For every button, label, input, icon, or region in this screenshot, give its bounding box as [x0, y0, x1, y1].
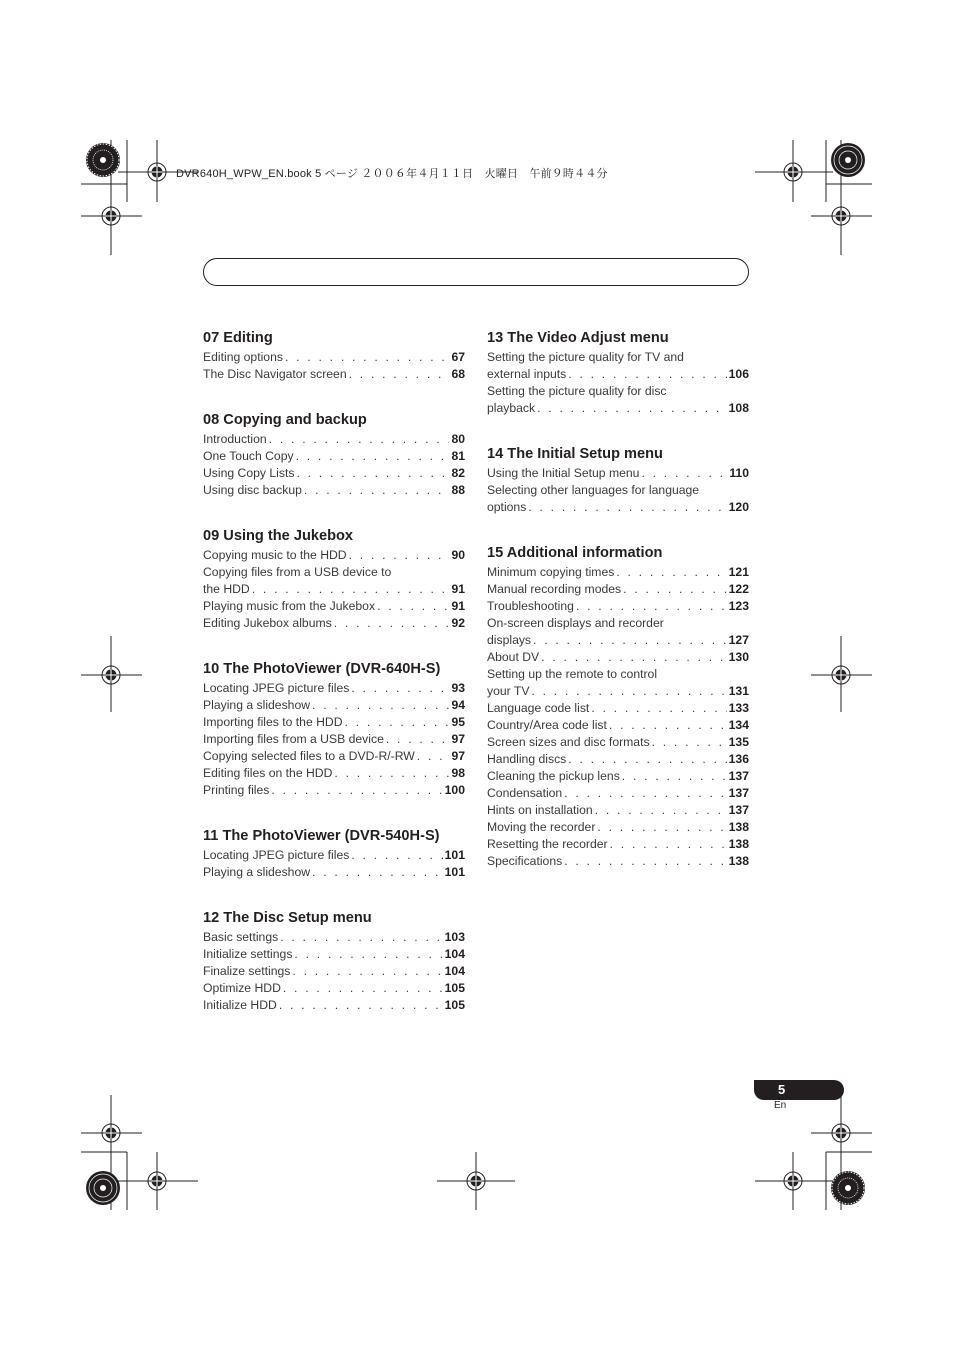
dot-leader	[641, 465, 727, 482]
dot-leader	[349, 547, 450, 564]
toc-entry[interactable]	[203, 963, 465, 980]
toc-entry[interactable]	[487, 615, 749, 649]
entry-title: Manual recording modes	[487, 582, 622, 596]
dot-leader	[386, 731, 450, 748]
page-ref: 97	[451, 732, 465, 746]
entry-title: Troubleshooting	[487, 599, 574, 613]
dot-leader	[541, 649, 726, 666]
dot-leader	[591, 700, 726, 717]
dot-leader	[610, 836, 727, 853]
dot-leader	[334, 615, 450, 632]
page-ref: 105	[444, 981, 465, 995]
entry-title: Basic settings	[203, 930, 279, 944]
page-ref: 68	[451, 367, 465, 381]
toc-section	[203, 826, 465, 881]
page-ref: 93	[451, 681, 465, 695]
section-title: 15 Additional information	[487, 545, 663, 561]
page-ref: 136	[728, 752, 749, 766]
dot-leader	[528, 499, 726, 516]
page-ref: 121	[728, 565, 749, 579]
toc-entry[interactable]	[487, 383, 749, 417]
entry-title: Editing files on the HDD	[203, 766, 333, 780]
dot-leader	[252, 581, 450, 598]
toc-entry[interactable]	[487, 717, 749, 734]
book-file-header: DVR640H_WPW_EN.book 5 ページ ２００６年４月１１日 火曜日 午前９時４４分	[176, 168, 608, 180]
page-ref: 133	[728, 701, 749, 715]
dot-leader	[345, 714, 450, 731]
page-ref: 82	[451, 466, 465, 480]
page-ref: 120	[728, 500, 749, 514]
dot-leader	[616, 564, 726, 581]
entry-title: Language code list	[487, 701, 590, 715]
dot-leader	[312, 697, 449, 714]
entry-title: displays	[487, 633, 532, 647]
page-ref: 137	[728, 803, 749, 817]
toc-entry[interactable]	[203, 748, 465, 765]
dot-leader	[576, 598, 727, 615]
entry-title: Importing files from a USB device	[203, 732, 384, 746]
entry-title: Hints on installation	[487, 803, 593, 817]
toc-entry[interactable]	[203, 782, 465, 799]
dot-leader	[595, 802, 727, 819]
page-ref: 130	[728, 650, 749, 664]
dot-leader	[623, 581, 727, 598]
page-ref: 105	[444, 998, 465, 1012]
toc-section	[203, 526, 465, 632]
entry-title: Initialize settings	[203, 947, 293, 961]
page-ref: 138	[728, 854, 749, 868]
entry-title: Playing music from the Jukebox	[203, 599, 376, 613]
section-title: 11 The PhotoViewer (DVR-540H-S)	[203, 828, 440, 844]
page-ref: 90	[451, 548, 465, 562]
dot-leader	[334, 765, 449, 782]
page-ref: 67	[451, 350, 465, 364]
dot-leader	[312, 864, 443, 881]
toc-entry[interactable]	[487, 581, 749, 598]
toc-entry[interactable]	[487, 785, 749, 802]
page-ref: 138	[728, 837, 749, 851]
toc-right-column	[487, 328, 749, 870]
entry-title: Condensation	[487, 786, 563, 800]
page-ref: 100	[444, 783, 465, 797]
dot-leader	[597, 819, 726, 836]
page-ref: 101	[444, 865, 465, 879]
toc-left-column	[203, 328, 465, 1014]
entry-title: Using Copy Lists	[203, 466, 295, 480]
page-ref: 95	[451, 715, 465, 729]
toc-entry[interactable]	[203, 431, 465, 448]
toc-entry[interactable]	[487, 349, 749, 383]
entry-title-line1: Setting up the remote to control	[487, 667, 658, 681]
entry-title: Playing a slideshow	[203, 698, 311, 712]
entry-title: Finalize settings	[203, 964, 291, 978]
section-title: 13 The Video Adjust menu	[487, 330, 669, 346]
page-ref: 131	[728, 684, 749, 698]
page-ref: 81	[451, 449, 465, 463]
toc-entry[interactable]	[203, 349, 465, 366]
toc-section	[203, 328, 465, 383]
entry-title: Playing a slideshow	[203, 865, 311, 879]
dot-leader	[292, 963, 442, 980]
toc-entry[interactable]	[487, 564, 749, 581]
section-title: 07 Editing	[203, 330, 273, 346]
section-title: 14 The Initial Setup menu	[487, 446, 663, 462]
entry-title: One Touch Copy	[203, 449, 294, 463]
entry-title: Introduction	[203, 432, 267, 446]
toc-entry[interactable]	[203, 946, 465, 963]
entry-title-line1: Setting the picture quality for TV and	[487, 350, 684, 364]
dot-leader	[652, 734, 727, 751]
dot-leader	[531, 683, 726, 700]
entry-title: Editing Jukebox albums	[203, 616, 332, 630]
dot-leader	[351, 847, 442, 864]
page-ref: 137	[728, 769, 749, 783]
page-ref: 110	[729, 466, 749, 480]
dot-leader	[351, 680, 449, 697]
page-ref: 98	[451, 766, 465, 780]
dot-leader	[279, 997, 443, 1014]
toc-entry[interactable]	[203, 997, 465, 1014]
toc-entry[interactable]	[203, 547, 465, 564]
toc-entry[interactable]	[203, 697, 465, 714]
dot-leader	[564, 785, 726, 802]
page-ref: 91	[451, 599, 465, 613]
page-ref: 103	[444, 930, 465, 944]
toc-entry[interactable]	[203, 680, 465, 697]
entry-title: your TV	[487, 684, 530, 698]
toc-section	[203, 659, 465, 799]
entry-title-line1: Copying files from a USB device to	[203, 565, 392, 579]
entry-title: Minimum copying times	[487, 565, 615, 579]
toc-entry[interactable]	[203, 615, 465, 632]
entry-title: Printing files	[203, 783, 270, 797]
entry-title: Importing files to the HDD	[203, 715, 343, 729]
page-ref: 91	[451, 582, 465, 596]
dot-leader	[417, 748, 450, 765]
entry-title: Initialize HDD	[203, 998, 277, 1012]
page-ref: 135	[728, 735, 749, 749]
dot-leader	[294, 946, 442, 963]
entry-title: Optimize HDD	[203, 981, 281, 995]
entry-title: Specifications	[487, 854, 563, 868]
toc-entry[interactable]	[487, 819, 749, 836]
page-ref: 104	[444, 947, 465, 961]
entry-title: Locating JPEG picture files	[203, 848, 350, 862]
toc-entry[interactable]	[487, 649, 749, 666]
toc-section	[487, 543, 749, 870]
page-ref: 94	[451, 698, 465, 712]
dot-leader	[568, 751, 726, 768]
dot-leader	[537, 400, 727, 417]
dot-leader	[609, 717, 727, 734]
toc-entry[interactable]	[203, 598, 465, 615]
toc-entry[interactable]	[203, 847, 465, 864]
dot-leader	[296, 465, 449, 482]
toc-entry[interactable]	[487, 853, 749, 870]
page-ref: 92	[451, 616, 465, 630]
dot-leader	[283, 980, 443, 997]
entry-title: Locating JPEG picture files	[203, 681, 350, 695]
entry-title-line1: On-screen displays and recorder	[487, 616, 664, 630]
dot-leader	[269, 431, 450, 448]
toc-section	[203, 908, 465, 1014]
section-title: 12 The Disc Setup menu	[203, 910, 372, 926]
dot-leader	[296, 448, 450, 465]
dot-leader	[304, 482, 450, 499]
entry-title: Using the Initial Setup menu	[487, 466, 640, 480]
entry-title-line1: Selecting other languages for language	[487, 483, 700, 497]
page-ref: 80	[451, 432, 465, 446]
toc-entry[interactable]	[203, 465, 465, 482]
toc-entry[interactable]	[203, 765, 465, 782]
page-ref: 108	[728, 401, 749, 415]
page-number-tab	[754, 1080, 844, 1100]
entry-title: Moving the recorder	[487, 820, 596, 834]
entry-title: the HDD	[203, 582, 250, 596]
section-title: 08 Copying and backup	[203, 412, 367, 428]
toc-entry[interactable]	[487, 482, 749, 516]
header-frame	[203, 258, 749, 286]
page-ref: 123	[728, 599, 749, 613]
dot-leader	[622, 768, 727, 785]
toc-entry[interactable]	[487, 700, 749, 717]
dot-leader	[564, 853, 726, 870]
page-ref: 104	[444, 964, 465, 978]
toc-entry[interactable]	[487, 768, 749, 785]
toc-entry[interactable]	[487, 802, 749, 819]
entry-title: Resetting the recorder	[487, 837, 608, 851]
entry-title: Handling discs	[487, 752, 567, 766]
page-ref: 137	[728, 786, 749, 800]
entry-title: About DV	[487, 650, 540, 664]
toc-entry[interactable]	[487, 751, 749, 768]
toc-entry[interactable]	[203, 929, 465, 946]
page-ref: 127	[728, 633, 749, 647]
toc-entry[interactable]	[203, 448, 465, 465]
entry-title: external inputs	[487, 367, 567, 381]
page-ref: 97	[451, 749, 465, 763]
toc-entry[interactable]	[487, 734, 749, 751]
dot-leader	[271, 782, 442, 799]
entry-title: playback	[487, 401, 536, 415]
toc-entry[interactable]	[203, 366, 465, 383]
toc-entry[interactable]	[487, 836, 749, 853]
section-title: 09 Using the Jukebox	[203, 528, 354, 544]
page-ref: 134	[728, 718, 749, 732]
page-ref: 88	[451, 483, 465, 497]
page-ref: 122	[728, 582, 749, 596]
page-ref: 106	[728, 367, 749, 381]
toc-entry[interactable]	[203, 482, 465, 499]
dot-leader	[285, 349, 449, 366]
entry-title: Country/Area code list	[487, 718, 607, 732]
page-ref: 101	[444, 848, 465, 862]
toc-entry[interactable]	[203, 731, 465, 748]
toc-section	[487, 444, 749, 516]
entry-title: Using disc backup	[203, 483, 302, 497]
page-ref: 138	[728, 820, 749, 834]
entry-title: options	[487, 500, 527, 514]
toc-section	[487, 328, 749, 417]
page-language: En	[774, 1100, 787, 1111]
dot-leader	[349, 366, 450, 383]
dot-leader	[533, 632, 727, 649]
entry-title: Editing options	[203, 350, 283, 364]
entry-title: Cleaning the pickup lens	[487, 769, 620, 783]
page-number: 5	[778, 1082, 786, 1097]
entry-title: Copying music to the HDD	[203, 548, 347, 562]
toc-entry[interactable]	[203, 714, 465, 731]
section-title: 10 The PhotoViewer (DVR-640H-S)	[203, 661, 441, 677]
dot-leader	[568, 366, 726, 383]
toc-section	[203, 410, 465, 499]
toc-entry[interactable]	[487, 666, 749, 700]
toc-entry[interactable]	[203, 564, 465, 598]
entry-title: Copying selected files to a DVD-R/-RW	[203, 749, 415, 763]
entry-title: Screen sizes and disc formats	[487, 735, 650, 749]
dot-leader	[280, 929, 442, 946]
entry-title-line1: Setting the picture quality for disc	[487, 384, 667, 398]
toc-entry[interactable]	[203, 980, 465, 997]
toc-entry[interactable]	[487, 598, 749, 615]
toc-entry[interactable]	[203, 864, 465, 881]
entry-title: The Disc Navigator screen	[203, 367, 347, 381]
toc-entry[interactable]	[487, 465, 749, 482]
dot-leader	[377, 598, 449, 615]
